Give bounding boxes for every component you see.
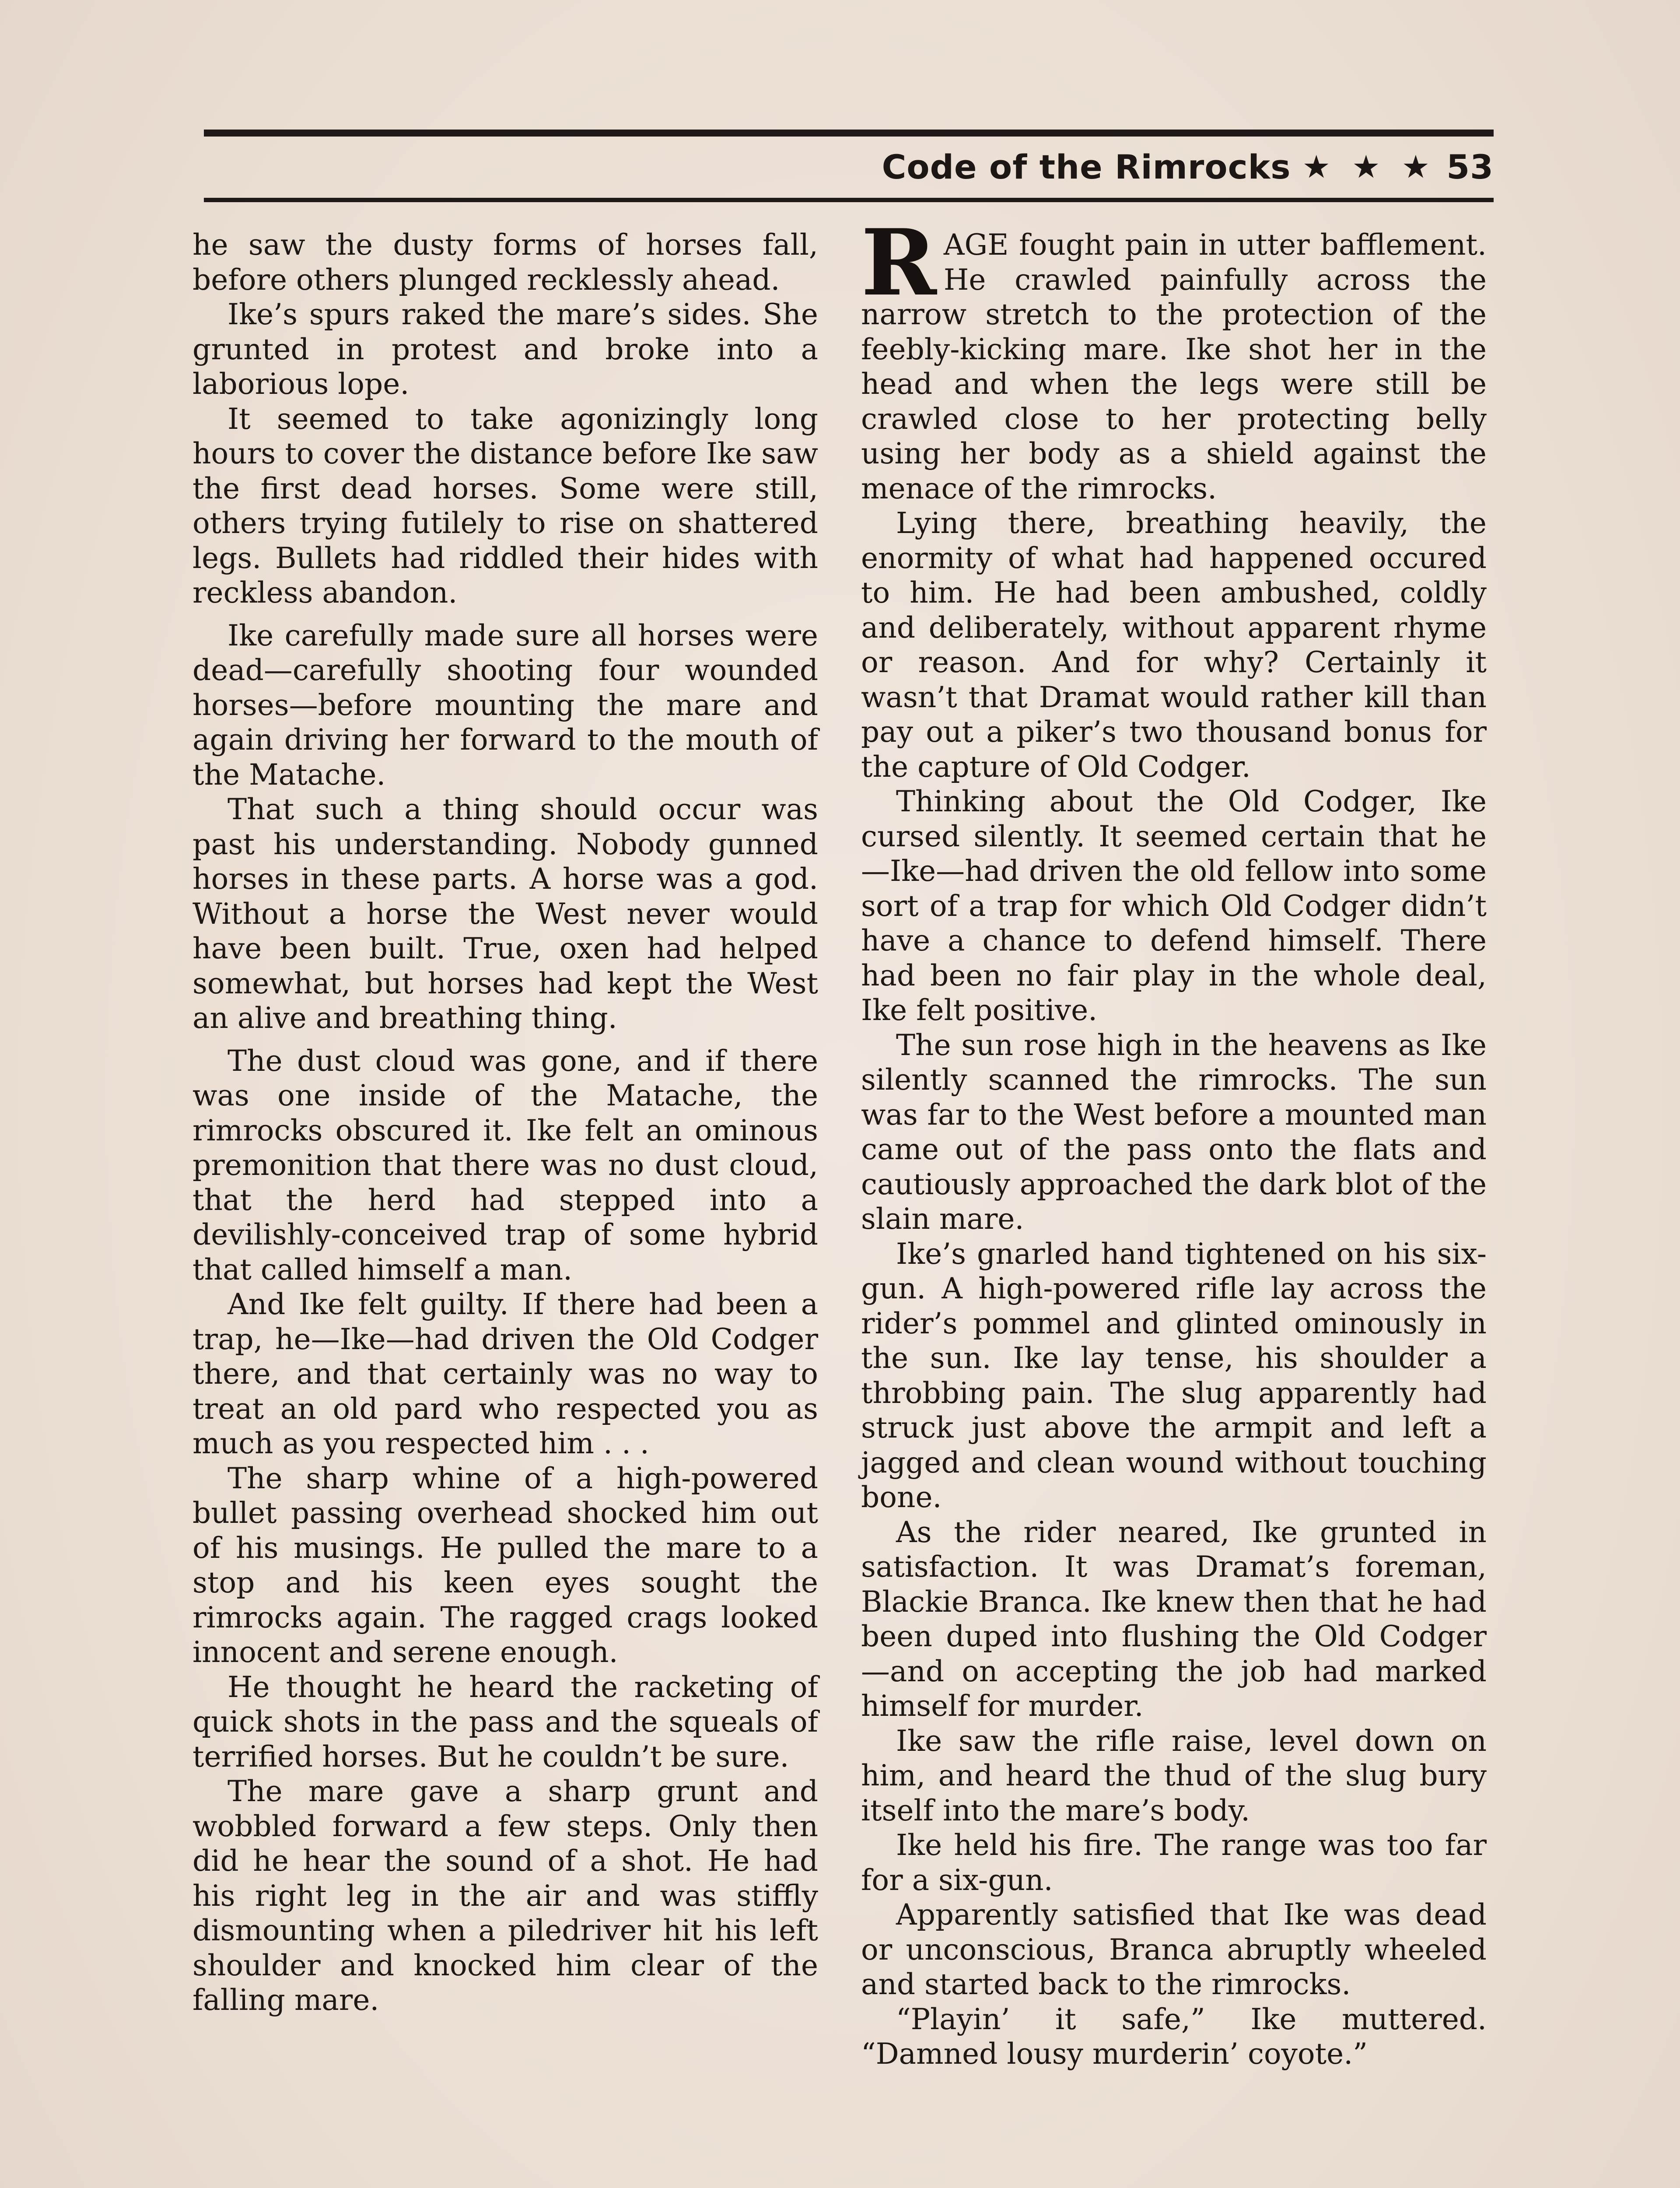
paragraph: And Ike felt guilty. If there had been a trap, he—Ike—had driven the Old Codger there, and that certainly was no way to treat an old pard who respected you as much as you respected him . . . <box>192 1287 818 1460</box>
paragraph: It seemed to take agonizingly long hours to cover the distance before Ike saw the first dead horses. Some were still, others trying futilely to rise on shattered legs. Bullets had riddled their hides with reckless abandon. <box>192 402 818 610</box>
paragraph: Lying there, breathing heavily, the enormity of what had happened occured to him. He had been ambushed, coldly and deliberately, without apparent rhyme or reason. And for why? Certainly it wasn’t that Dramat would rather kill than pay out a piker’s two thousand bonus for the capture of Old Codger. <box>861 506 1487 784</box>
page-number: 53 <box>1446 147 1494 186</box>
header-rule-top <box>204 130 1494 137</box>
paragraph: The mare gave a sharp grunt and wobbled forward a few steps. Only then did he hear the sound of a shot. He had his right leg in the air and was stiffly dismounting when a piledriver hit his left shoulder and knocked him clear of the falling mare. <box>192 1774 818 2017</box>
paragraph: The sun rose high in the heavens as Ike silently scanned the rimrocks. The sun was far to the West before a mounted man came out of the pass onto the flats and cautiously approached the dark blot of the slain mare. <box>861 1028 1487 1236</box>
paragraph: He thought he heard the racketing of quick shots in the pass and the squeals of terrified horses. But he couldn’t be sure. <box>192 1670 818 1774</box>
text-column-right <box>861 210 1487 2072</box>
paragraph: Apparently satisfied that Ike was dead or unconscious, Branca abruptly wheeled and started back to the rimrocks. <box>861 1898 1487 2001</box>
paragraph: Ike carefully made sure all horses were dead—carefully shooting four wounded horses—before mounting the mare and again driving her forward to the mouth of the Matache. <box>192 618 818 792</box>
paragraph: Ike saw the rifle raise, level down on him, and heard the thud of the slug bury itself into the mare’s body. <box>861 1724 1487 1827</box>
paragraph: he saw the dusty forms of horses fall, before others plunged recklessly ahead. <box>192 228 818 297</box>
paragraph: Ike held his fire. The range was too far for a six-gun. <box>861 1828 1487 1897</box>
paragraph: Ike’s spurs raked the mare’s sides. She grunted in protest and broke into a laborious lope. <box>192 298 818 401</box>
paragraph: The dust cloud was gone, and if there was one inside of the Matache, the rimrocks obscured it. Ike felt an ominous premonition that there was no dust cloud, that the herd had stepped into a devilishly-conceived trap of some hybrid that called himself a man. <box>192 1044 818 1287</box>
running-head <box>882 141 1494 193</box>
paragraph: That such a thing should occur was past his understanding. Nobody gunned horses in these parts. A horse was a god. Without a horse the West never would have been built. True, oxen had helped somewhat, but horses had kept the West an alive and breathing thing. <box>192 792 818 1035</box>
text-column-left <box>192 228 818 2018</box>
drop-cap: R <box>861 210 937 316</box>
header-rule-bottom <box>204 198 1494 202</box>
paragraph: As the rider neared, Ike grunted in satisfaction. It was Dramat’s foreman, Blackie Branca. Ike knew then that he had been duped into flushing the Old Codger—and on accepting the job had marked himself for murder. <box>861 1515 1487 1723</box>
star-ornament: ★ ★ ★ <box>1302 148 1435 185</box>
paragraph: Ike’s gnarled hand tightened on his six-gun. A high-powered rifle lay across the rider’s pommel and glinted ominously in the sun. Ike lay tense, his shoulder a throbbing pain. The slug apparently had struck just above the armpit and left a jagged and clean wound without touching bone. <box>861 1237 1487 1514</box>
story-title: Code of the Rimrocks <box>882 147 1291 186</box>
paragraph: “Playin’ it safe,” Ike muttered. “Damned lousy murderin’ coyote.” <box>861 2002 1487 2071</box>
opening-paragraph-text: AGE fought pain in utter bafflement. He crawled painfully across the narrow stretch to the protection of the feebly-kicking mare. Ike shot her in the head and when the legs were still be crawled close to her protecting belly using her body as a shield against the menace of the rimrocks. <box>861 228 1487 505</box>
paragraph: The sharp whine of a high-powered bullet passing overhead shocked him out of his musings. He pulled the mare to a stop and his keen eyes sought the rimrocks again. The ragged crags looked innocent and serene enough. <box>192 1461 818 1669</box>
paragraph: Thinking about the Old Codger, Ike cursed silently. It seemed certain that he—Ike—had driven the old fellow into some sort of a trap for which Old Codger didn’t have a chance to defend himself. There had been no fair play in the whole deal, Ike felt positive. <box>861 785 1487 1027</box>
opening-paragraph <box>861 210 1487 506</box>
